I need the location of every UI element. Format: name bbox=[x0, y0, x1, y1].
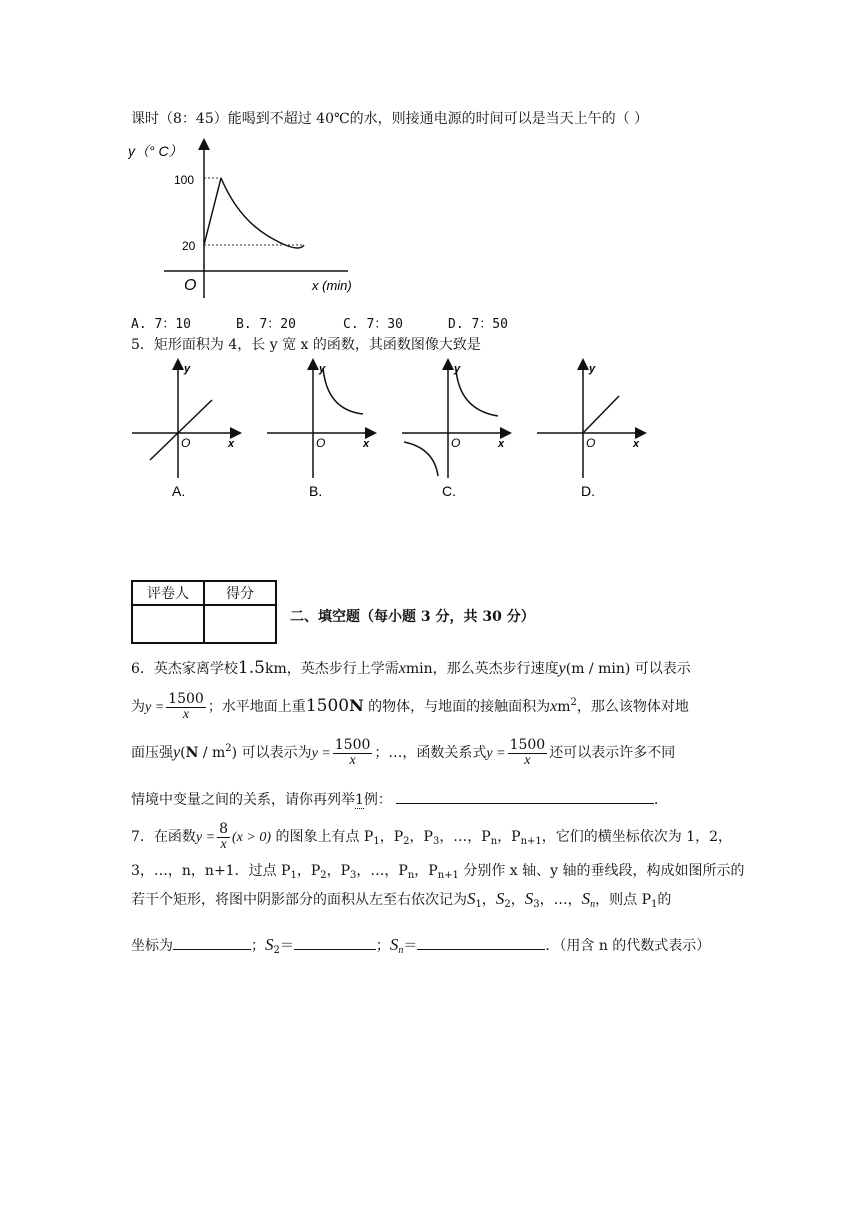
q5-graph-d bbox=[535, 358, 655, 503]
q6-fraction-1: $\frac{1500}{x}$ bbox=[168, 691, 204, 722]
q5-graph-b bbox=[265, 358, 385, 503]
q5-a-label: A. bbox=[172, 483, 186, 499]
svg-text:O: O bbox=[586, 436, 596, 450]
score-table-score-cell bbox=[204, 605, 276, 643]
svg-text:y: y bbox=[319, 363, 326, 375]
q5-b-label: B. bbox=[309, 483, 323, 499]
q6-line-4: 情境中变量之间的关系，请你再列举1例： . bbox=[131, 789, 658, 809]
q4-option-a: A. 7：10 bbox=[131, 317, 191, 332]
q6-line-3: 面压强$y(N / m^2)$ 可以表示为y = $\frac{1500}{x}$ ；…，函数关系式y = $\frac{1500}{x}$ 还可以表示许多不同 bbox=[131, 737, 676, 768]
q4-temperature-graph bbox=[128, 138, 378, 306]
q7-p1-coordinate-blank[interactable] bbox=[173, 935, 251, 950]
svg-text:y: y bbox=[589, 363, 596, 375]
q4-option-c: C. 7：30 bbox=[343, 317, 403, 332]
svg-text:O: O bbox=[451, 436, 461, 450]
q5-b-curve bbox=[323, 368, 363, 414]
q6-fraction-2: $\frac{1500}{x}$ bbox=[334, 737, 371, 768]
q4-x-label: x (min) bbox=[312, 278, 352, 293]
q5-graph-c bbox=[400, 358, 520, 503]
q6-line-2: 为y = $\frac{1500}{x}$ ；水平地面上重1500N 的物体，与地面的接触面积为$xm^2$，那么该物体对地 bbox=[131, 691, 689, 722]
q4-y-label: y（° C） bbox=[128, 143, 183, 159]
q5-d-label: D. bbox=[581, 483, 595, 499]
svg-text:x: x bbox=[228, 438, 235, 450]
q5-c-label: C. bbox=[442, 483, 456, 499]
q6-fraction-3: $\frac{1500}{x}$ bbox=[509, 737, 546, 768]
q5-c-curve-q1 bbox=[456, 370, 498, 416]
q6-line-1: 6．英杰家离学校1.5km，英杰步行上学需xmin，那么英杰步行速度y(m / min) 可以表示 bbox=[131, 658, 691, 678]
score-table bbox=[131, 580, 277, 644]
q4-rise-line bbox=[204, 178, 221, 245]
q4-origin: O bbox=[184, 277, 197, 294]
svg-text:y: y bbox=[184, 363, 191, 375]
score-table-grader-cell bbox=[132, 605, 204, 643]
q4-stem: 课时（8：45）能喝到不超过 40℃的水，则接通电源的时间可以是当天上午的（ ） bbox=[131, 111, 649, 127]
q7-sn-blank[interactable] bbox=[417, 935, 545, 950]
svg-text:O: O bbox=[316, 436, 326, 450]
q5-d-ray bbox=[583, 396, 619, 433]
score-table-header-grader: 评卷人 bbox=[132, 581, 204, 605]
svg-text:x: x bbox=[498, 438, 505, 450]
q7-fraction: $\frac{8}{x}$ bbox=[219, 821, 229, 852]
q4-tick-20: 20 bbox=[182, 239, 196, 253]
q7-line-4: 坐标为 ；$S_2=$ ；$S_n=$ ．（用含 n 的代数式表示） bbox=[131, 935, 711, 956]
q7-line-3: 若干个矩形，将图中阴影部分的面积从左至右依次记为$S_1$，$S_2$，$S_3$，…，$S_n$，则点 $P_1$的 bbox=[131, 889, 672, 910]
q5-a-line bbox=[150, 400, 212, 460]
svg-text:x: x bbox=[633, 438, 640, 450]
q7-line-1: 7．在函数y = $\frac{8}{x}$ (x > 0) 的图象上有点 $P_1$，$P_2$，$P_3$，…，$P_n$，$P_{n+1}$，它们的横坐标依次为 1，2， bbox=[131, 821, 733, 852]
section2-title: 二、填空题（每小题 3 分，共 30 分） bbox=[290, 609, 535, 625]
svg-text:O: O bbox=[181, 436, 191, 450]
q4-cooling-curve bbox=[221, 178, 304, 248]
q4-option-d: D. 7：50 bbox=[448, 317, 508, 332]
q7-line-2: 3，…，n，n+1．过点 $P_1$，$P_2$，$P_3$，…，$P_n$，$P_{n+1}$ 分别作 x 轴、y 轴的垂线段，构成如图所示的 bbox=[131, 863, 745, 881]
score-table-header-score: 得分 bbox=[204, 581, 276, 605]
q4-tick-100: 100 bbox=[174, 173, 195, 187]
q4-option-b: B. 7：20 bbox=[236, 317, 296, 332]
q7-s2-blank[interactable] bbox=[294, 935, 376, 950]
q5-graph-a bbox=[130, 358, 250, 503]
q5-c-curve-q3 bbox=[404, 442, 438, 476]
q6-answer-blank[interactable] bbox=[396, 789, 654, 804]
svg-text:x: x bbox=[363, 438, 370, 450]
svg-text:y: y bbox=[454, 363, 461, 375]
q5-stem: 5．矩形面积为 4，长 y 宽 x 的函数，其函数图像大致是 bbox=[131, 337, 481, 353]
